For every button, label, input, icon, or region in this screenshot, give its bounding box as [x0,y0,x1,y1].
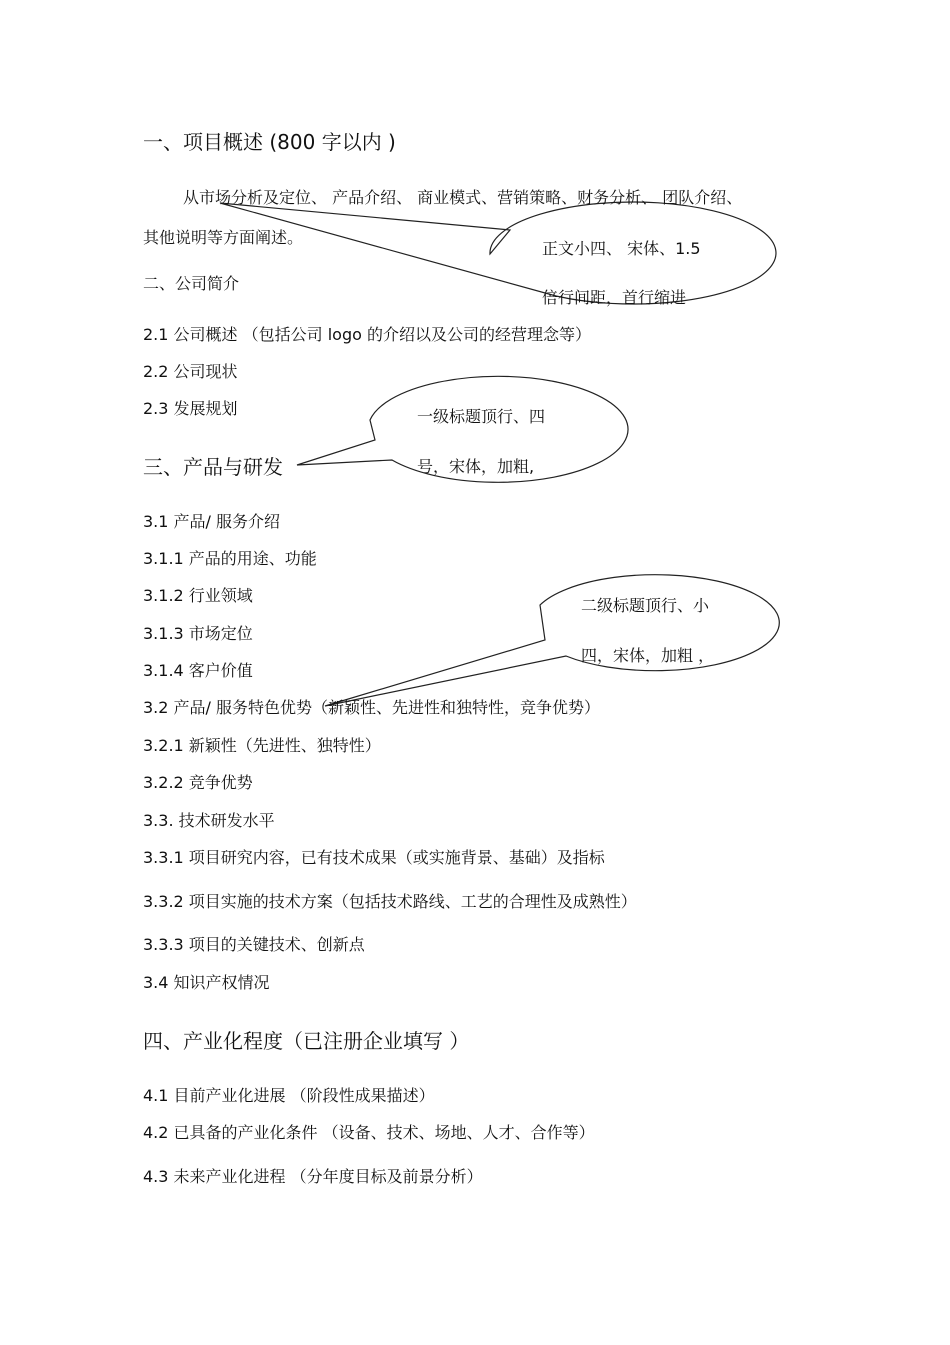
heading-product-rd: 三、产品与研发 [143,455,283,479]
item-3-1-3: 3.1.3 市场定位 [143,624,253,643]
intro-paragraph-line-1: 从市场分析及定位、 产品介绍、 商业模式、营销策略、财务分析、 团队介绍、 [183,188,743,207]
callout-h2-style-line-2: 四，宋体，加粗 ， [581,646,715,665]
callout-body-style-line-1: 正文小四、 宋体、1.5 [542,239,701,258]
item-3-1-4: 3.1.4 客户价值 [143,661,253,680]
item-3-3-3: 3.3.3 项目的关键技术、创新点 [143,935,365,954]
item-3-4: 3.4 知识产权情况 [143,973,270,992]
item-4-1: 4.1 目前产业化进展 （阶段性成果描述） [143,1086,435,1105]
callout-h2-style-line-1: 二级标题顶行、小 [581,596,710,615]
item-3-2-2: 3.2.2 竞争优势 [143,773,253,792]
intro-paragraph-line-2: 其他说明等方面阐述。 [143,228,304,247]
heading-industrialization: 四、产业化程度（已注册企业填写 ） [143,1029,470,1053]
item-4-2: 4.2 已具备的产业化条件 （设备、技术、场地、人才、合作等） [143,1123,595,1142]
item-3-2-1: 3.2.1 新颖性（先进性、独特性） [143,736,381,755]
item-2-3: 2.3 发展规划 [143,399,238,418]
item-4-3: 4.3 未来产业化进程 （分年度目标及前景分析） [143,1167,483,1186]
callout-h2-style-bubble [325,575,779,706]
heading-company-intro: 二、公司简介 [143,274,240,293]
item-3-3: 3.3. 技术研发水平 [143,811,275,830]
item-3-1-2: 3.1.2 行业领域 [143,586,253,605]
callout-h1-style-line-1: 一级标题顶行、四 [417,407,546,426]
callout-body-style-line-2: 倍行间距，首行缩进 [542,288,687,307]
item-2-2: 2.2 公司现状 [143,362,238,381]
item-3-1: 3.1 产品/ 服务介绍 [143,512,281,531]
item-2-1: 2.1 公司概述 （包括公司 logo 的介绍以及公司的经营理念等） [143,325,591,344]
callout-h1-style-line-2: 号，宋体，加粗, [417,457,535,476]
item-3-3-1: 3.3.1 项目研究内容，已有技术成果（或实施背景、基础）及指标 [143,848,605,867]
item-3-1-1: 3.1.1 产品的用途、功能 [143,549,317,568]
item-3-3-2: 3.3.2 项目实施的技术方案（包括技术路线、工艺的合理性及成熟性） [143,892,637,911]
heading-project-overview: 一、项目概述 (800 字以内 ) [143,130,396,154]
item-3-2: 3.2 产品/ 服务特色优势（新颖性、先进性和独特性，竞争优势） [143,698,601,717]
